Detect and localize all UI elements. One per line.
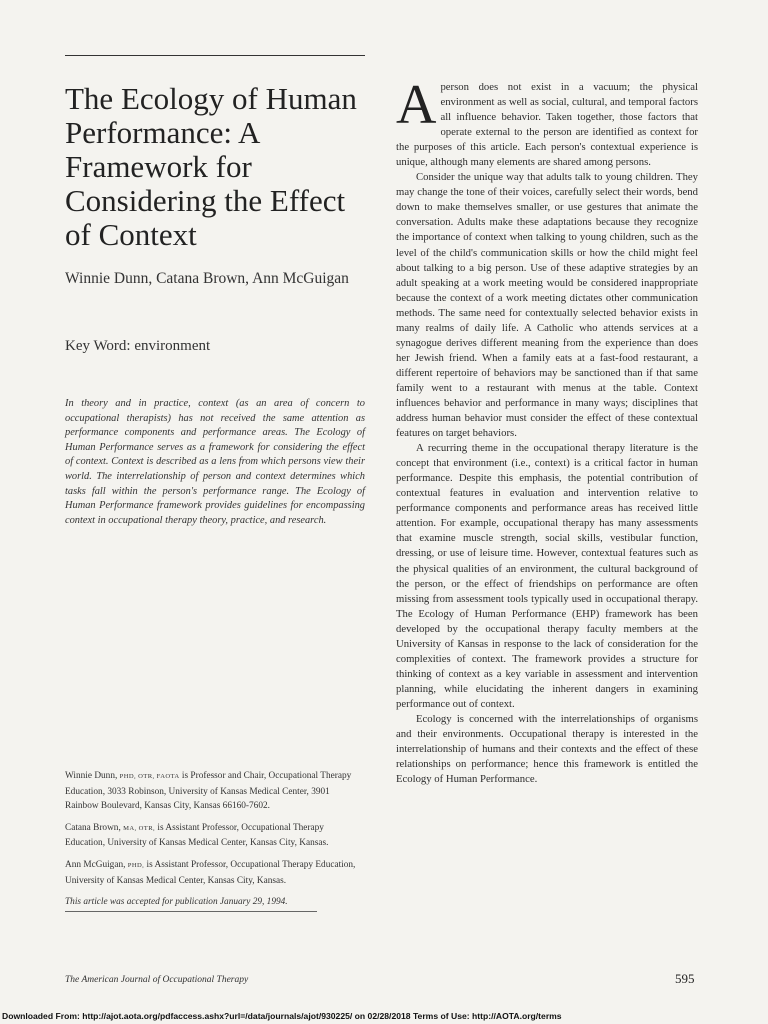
body-paragraph: Consider the unique way that adults talk to young children. They may change the tone of their voices, carefully select their words, bend down to make themselves smaller, or use gestures that animate the conversation. Adults make these adaptations because they recognize the importance of context when talking to young children, such as the level of the child's communication skills or how the child might feel about talking to a big person. Use of these adaptive strategies by an adult speaking at a work meeting would be considered inappropriate because the context of a work meeting dictates other communication methods. The same need for contextually selected behavior exists in many realms of daily life. A Catholic who attends services at a synagogue derives different meaning from the experience than does her Jewish friend. When a family eats at a fast-food restaurant, a different repertoire of behaviors may be sanctioned than if that same family went to a restaurant with menus at the table. Context influences behavior and performance in many ways; disciplines that address human behavior must consider the effect of these contextual features on target behaviors. — [396, 171, 698, 440]
bio-credentials: MA, OTR, — [123, 824, 156, 832]
bio-text: is Professor and Chair, Occupational Therapy Education, 3033 Robinson, University of Kansas Medical Center, 3901 Rainbow Boulevard, Kansas City, Kansas 66160-7602. — [65, 771, 352, 812]
bio-text: is Assistant Professor, Occupational Therapy Education, University of Kansas Medical Center, Kansas City, Kansas. — [65, 822, 329, 849]
drop-cap: A — [396, 74, 437, 136]
top-rule — [65, 55, 365, 56]
acceptance-note: This article was accepted for publication January 29, 1994. — [65, 897, 288, 908]
download-notice: Downloaded From: http://ajot.aota.org/pdfaccess.ashx?url=/data/journals/ajot/930225/ on 02/28/2018 Terms of Use: http://AOTA.org/terms — [2, 1011, 562, 1021]
bio-credentials: PHD, OTR, FAOTA — [119, 773, 180, 780]
abstract: In theory and in practice, context (as an area of concern to occupational therapists) has not received the same attention as performance components and performance areas. The Ecology of Human Performance serves as a framework for considering the effect of context. Context is described as a lens from which persons view their world. The interrelationship of person and context determines which tasks fall within the person's performance range. The Ecology of Human Performance framework provides guidelines for encompassing context in occupational therapy theory, practice, and research. — [65, 398, 365, 526]
author-bio-mcguigan — [65, 858, 365, 888]
body-paragraph: A recurring theme in the occupational therapy literature is the concept that environment (i.e., context) is a critical factor in human performance. Despite this emphasis, the potential contribution of contextual features in evaluation and intervention relative to performance components and performance areas has received little attention. For example, occupational therapy has many assessments that examine muscle strength, social skills, vestibular function, dressing, or use of leisure time. However, contextual features such as the physical qualities of an environment, the cultural background of the person, or the effect of friendships on performance are often missing from assessment tools typically used in occupational therapy. The Ecology of Human Performance (EHP) framework has been developed by the occupational therapy faculty members at the University of Kansas in response to the lack of consideration for the complexities of context. The framework provides a structure for thinking of context as a key variable in assessment and intervention planning, while elucidating the inherent dangers in examining performance out of context. — [396, 442, 698, 710]
article-title: The Ecology of Human Performance: A Framework for Considering the Effect of Context — [65, 81, 357, 252]
key-word: Key Word: environment — [65, 338, 211, 354]
journal-name: The American Journal of Occupational Therapy — [65, 975, 249, 985]
bio-name: Ann McGuigan, — [65, 859, 126, 870]
page-number: 595 — [675, 971, 695, 986]
bio-name: Winnie Dunn, — [65, 771, 118, 781]
author-bio-dunn — [65, 769, 365, 814]
body-paragraph: person does not exist in a vacuum; the physical environment as well as social, cultural, and temporal factors all influence behavior. Taken together, those factors that operate external to the person are identified as context for the purposes of this article. Each person's contextual experience is unique, although many elements are shared among persons. — [396, 81, 698, 169]
author-bios — [65, 769, 365, 912]
acceptance-rule — [65, 911, 317, 912]
author-bio-brown — [65, 821, 365, 851]
author-list: Winnie Dunn, Catana Brown, Ann McGuigan — [65, 270, 349, 287]
bio-name: Catana Brown, — [65, 822, 121, 833]
bio-text: is Assistant Professor, Occupational Therapy Education, University of Kansas Medical Center, Kansas City, Kansas. — [65, 859, 356, 886]
bio-credentials: PHD, — [127, 861, 145, 869]
body-paragraph: Ecology is concerned with the interrelationships of organisms and their environments. Occupational therapy is interested in the interrelationship of humans and their contexts and the effect of these relationships on performance; hence this framework is entitled the Ecology of Human Performance. — [396, 712, 698, 786]
article-body — [396, 74, 698, 787]
